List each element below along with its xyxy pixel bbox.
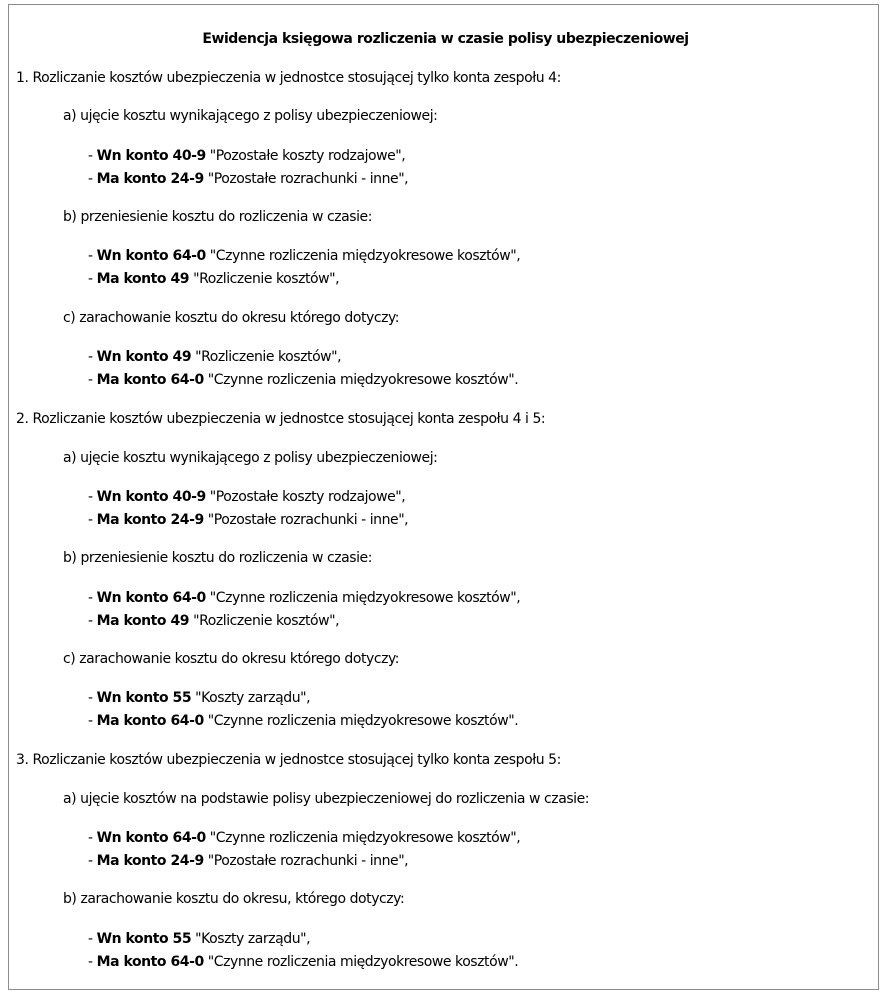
account-label: Wn konto 49 (96, 349, 192, 365)
subsection-heading: a) ujęcie kosztu wynikającego z polisy ubezpieczeniowej: (63, 450, 438, 466)
account-label: Ma konto 24-9 (96, 853, 204, 869)
entry-credit: - Ma konto 24-9 "Pozostałe rozrachunki - inne", (88, 171, 409, 187)
account-description: "Rozliczenie kosztów", (189, 271, 340, 287)
section-heading: 1. Rozliczanie kosztów ubezpieczenia w jednostce stosującej tylko konta zespołu 4: (16, 70, 561, 86)
entry-credit: - Ma konto 64-0 "Czynne rozliczenia międzyokresowe kosztów". (88, 713, 519, 729)
account-label: Wn konto 64-0 (96, 248, 206, 264)
account-description: "Czynne rozliczenia międzyokresowe kosztów", (205, 590, 521, 606)
account-label: Ma konto 49 (96, 613, 190, 629)
account-label: Ma konto 64-0 (96, 713, 204, 729)
account-description: "Rozliczenie kosztów", (189, 613, 340, 629)
subsection-heading: c) zarachowanie kosztu do okresu którego dotyczy: (63, 651, 400, 667)
account-label: Wn konto 55 (96, 690, 192, 706)
entry-debit: - Wn konto 49 "Rozliczenie kosztów", (88, 349, 342, 365)
subsection-heading: b) przeniesienie kosztu do rozliczenia w czasie: (63, 550, 372, 566)
entry-credit: - Ma konto 64-0 "Czynne rozliczenia międzyokresowe kosztów". (88, 372, 519, 388)
subsection-heading: a) ujęcie kosztu wynikającego z polisy ubezpieczeniowej: (63, 108, 438, 124)
entry-debit: - Wn konto 55 "Koszty zarządu", (88, 690, 311, 706)
subsection-heading: a) ujęcie kosztów na podstawie polisy ubezpieczeniowej do rozliczenia w czasie: (63, 791, 590, 807)
account-label: Ma konto 64-0 (96, 954, 204, 970)
document-title: Ewidencja księgowa rozliczenia w czasie polisy ubezpieczeniowej (202, 31, 689, 47)
entry-debit: - Wn konto 40-9 "Pozostałe koszty rodzajowe", (88, 148, 406, 164)
section-heading: 2. Rozliczanie kosztów ubezpieczenia w jednostce stosującej konta zespołu 4 i 5: (16, 411, 546, 427)
account-description: "Czynne rozliczenia międzyokresowe kosztów", (205, 248, 521, 264)
account-description: "Koszty zarządu", (191, 931, 311, 947)
account-label: Ma konto 49 (96, 271, 190, 287)
entry-credit: - Ma konto 24-9 "Pozostałe rozrachunki - inne", (88, 512, 409, 528)
subsection-heading: b) zarachowanie kosztu do okresu, którego dotyczy: (63, 891, 405, 907)
account-description: "Pozostałe rozrachunki - inne", (203, 171, 409, 187)
entry-debit: - Wn konto 64-0 "Czynne rozliczenia międzyokresowe kosztów", (88, 248, 521, 264)
subsection-heading: b) przeniesienie kosztu do rozliczenia w czasie: (63, 209, 372, 225)
account-description: "Pozostałe koszty rodzajowe", (205, 489, 406, 505)
account-label: Wn konto 55 (96, 931, 192, 947)
account-label: Ma konto 64-0 (96, 372, 204, 388)
account-description: "Czynne rozliczenia międzyokresowe kosztów". (203, 372, 519, 388)
account-description: "Pozostałe koszty rodzajowe", (205, 148, 406, 164)
account-label: Wn konto 64-0 (96, 590, 206, 606)
account-description: "Pozostałe rozrachunki - inne", (203, 512, 409, 528)
entry-debit: - Wn konto 64-0 "Czynne rozliczenia międzyokresowe kosztów", (88, 830, 521, 846)
entry-debit: - Wn konto 55 "Koszty zarządu", (88, 931, 311, 947)
account-description: "Pozostałe rozrachunki - inne", (203, 853, 409, 869)
entry-credit: - Ma konto 64-0 "Czynne rozliczenia międzyokresowe kosztów". (88, 954, 519, 970)
section-heading: 3. Rozliczanie kosztów ubezpieczenia w jednostce stosującej tylko konta zespołu 5: (16, 752, 561, 768)
subsection-heading: c) zarachowanie kosztu do okresu którego dotyczy: (63, 310, 400, 326)
account-label: Ma konto 24-9 (96, 512, 204, 528)
entry-credit: - Ma konto 49 "Rozliczenie kosztów", (88, 271, 340, 287)
entry-credit: - Ma konto 24-9 "Pozostałe rozrachunki - inne", (88, 853, 409, 869)
account-description: "Czynne rozliczenia międzyokresowe kosztów", (205, 830, 521, 846)
account-description: "Czynne rozliczenia międzyokresowe kosztów". (203, 713, 519, 729)
account-label: Wn konto 40-9 (96, 148, 206, 164)
entry-debit: - Wn konto 64-0 "Czynne rozliczenia międzyokresowe kosztów", (88, 590, 521, 606)
entry-credit: - Ma konto 49 "Rozliczenie kosztów", (88, 613, 340, 629)
account-description: "Rozliczenie kosztów", (191, 349, 342, 365)
account-description: "Koszty zarządu", (191, 690, 311, 706)
account-label: Wn konto 64-0 (96, 830, 206, 846)
account-label: Wn konto 40-9 (96, 489, 206, 505)
account-label: Ma konto 24-9 (96, 171, 204, 187)
account-description: "Czynne rozliczenia międzyokresowe kosztów". (203, 954, 519, 970)
entry-debit: - Wn konto 40-9 "Pozostałe koszty rodzajowe", (88, 489, 406, 505)
